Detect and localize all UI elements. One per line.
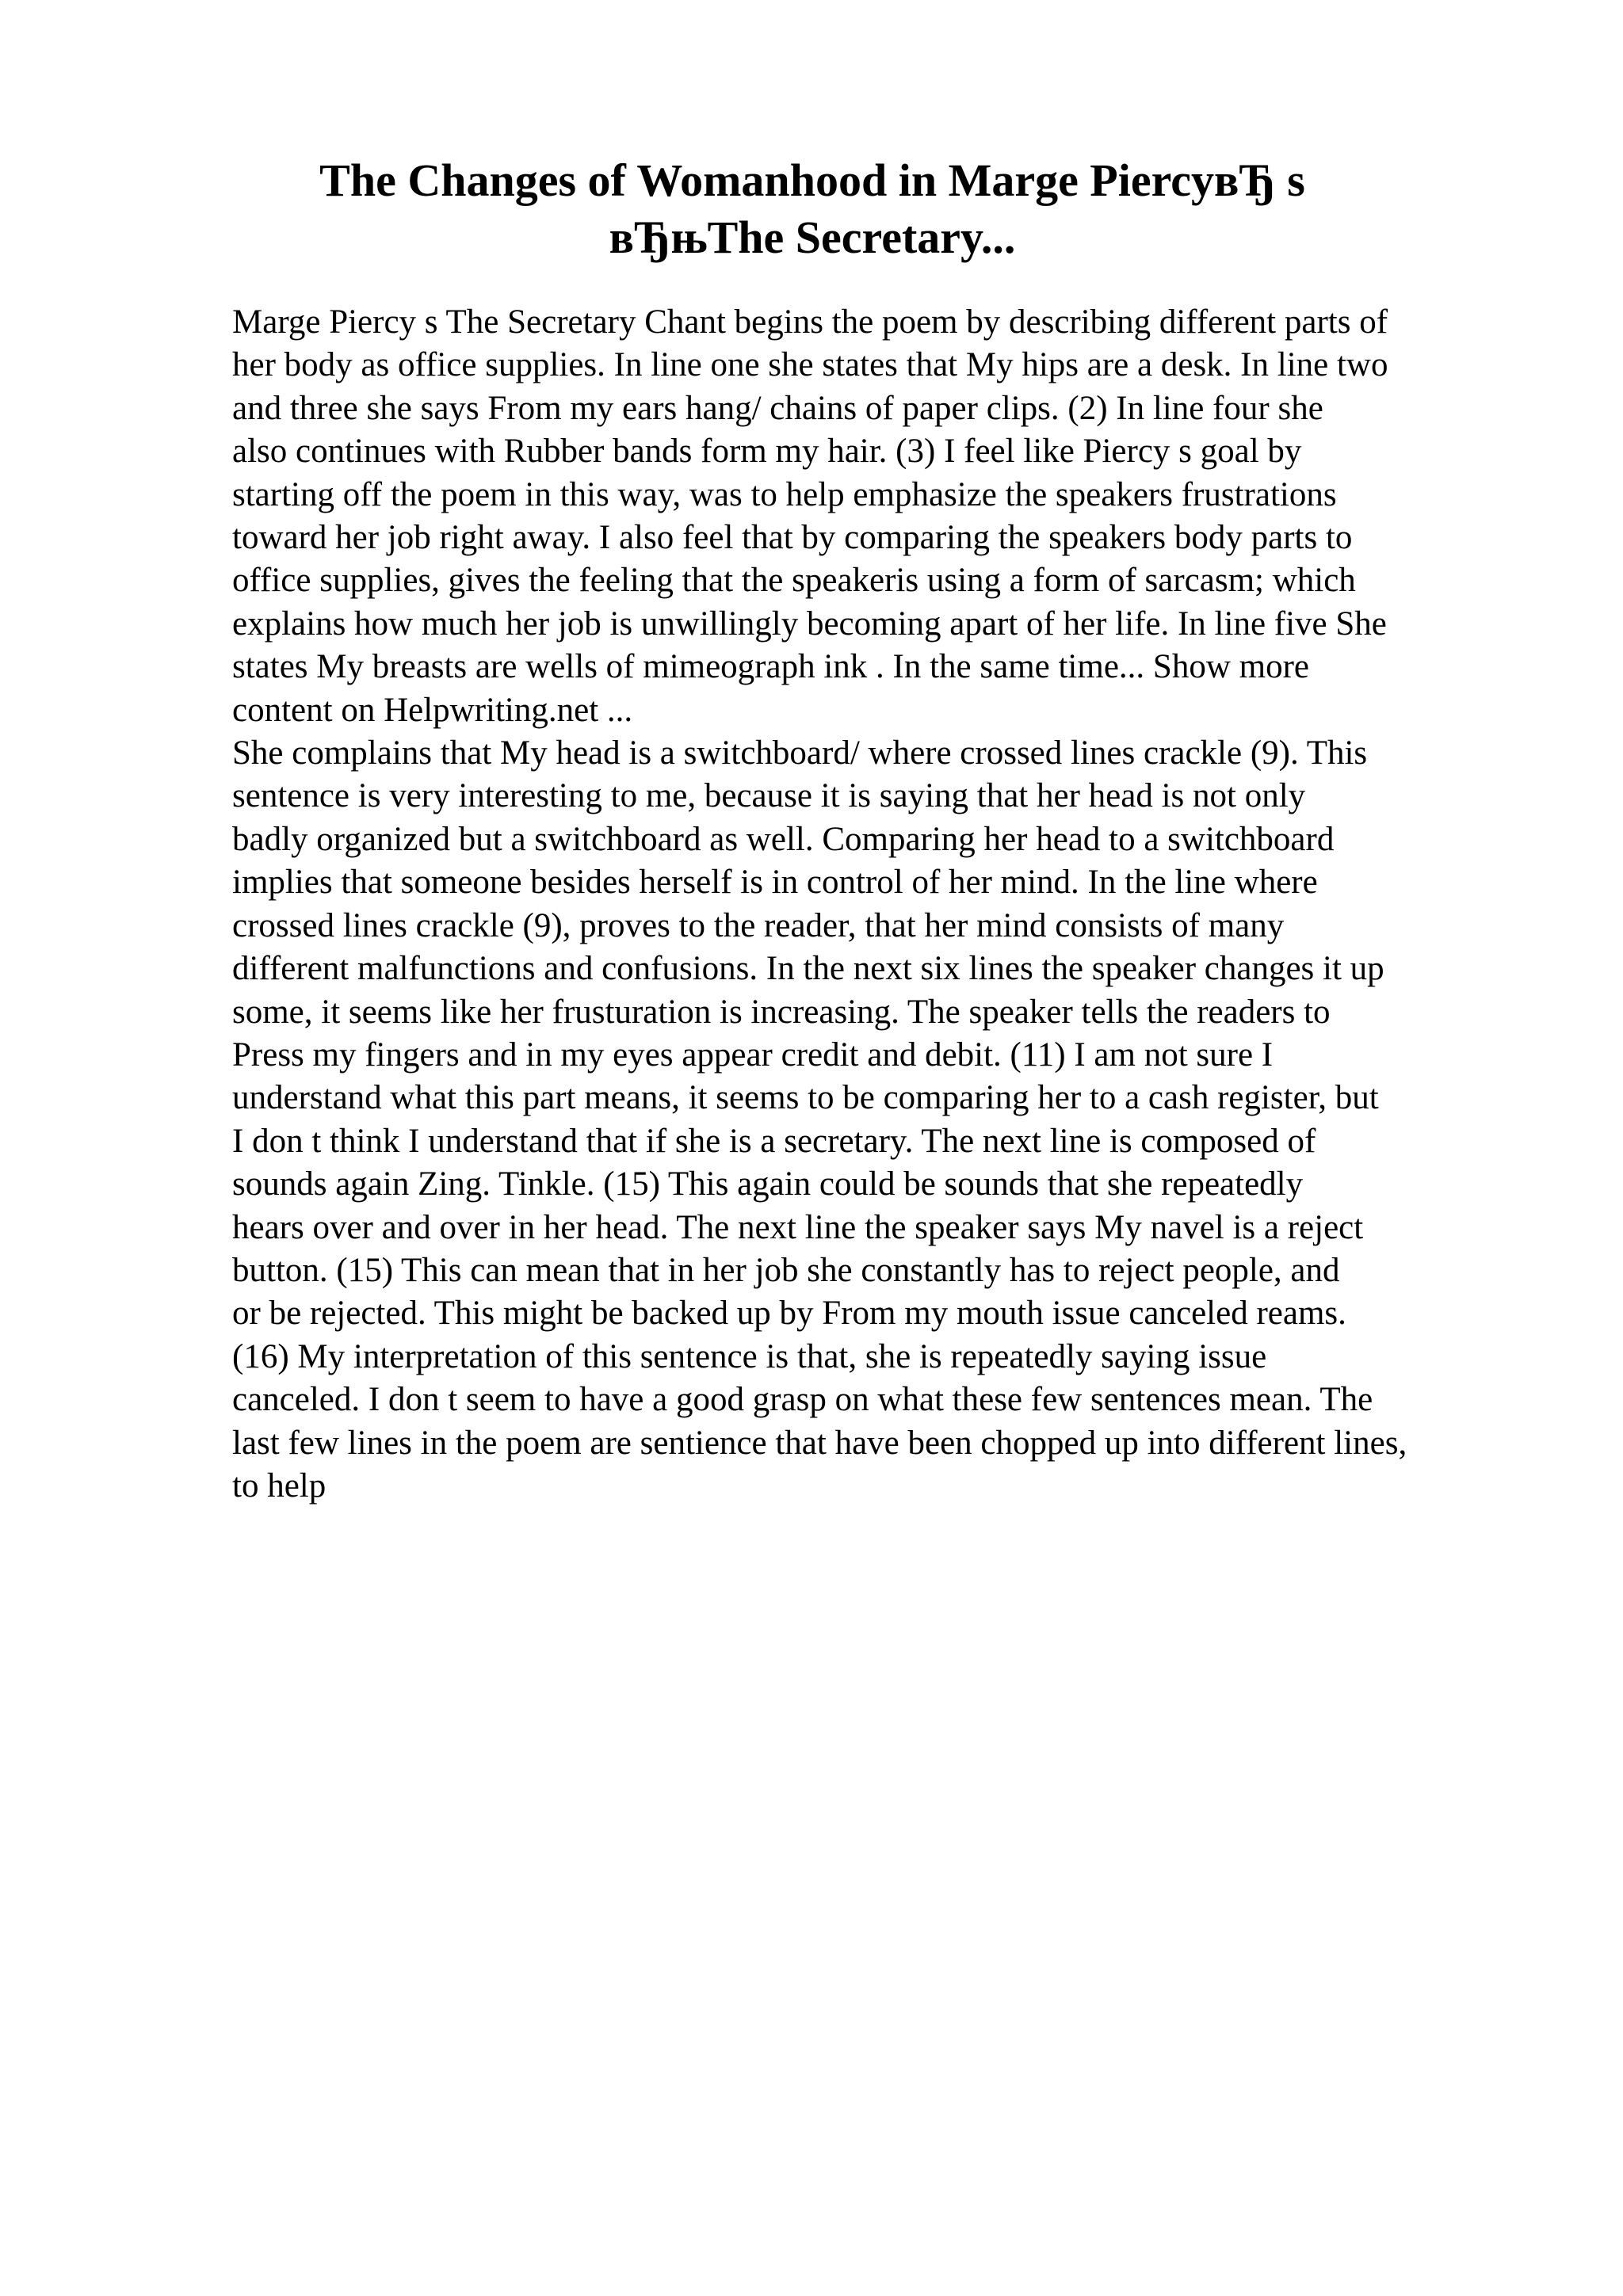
body-line: states My breasts are wells of mimeograph ink . In the same time... Show more — [232, 648, 1309, 686]
body-line: or be rejected. This might be backed up by From my mouth issue canceled reams. — [232, 1295, 1346, 1333]
title-line-2: вЂњThe Secretary... — [609, 212, 1016, 263]
body-line: hears over and over in her head. The next line the speaker says My navel is a reject — [232, 1208, 1364, 1246]
body-line: sentence is very interesting to me, because it is saying that her head is not only — [232, 777, 1306, 815]
body-line: starting off the poem in this way, was to help emphasize the speakers frustrations — [232, 475, 1337, 513]
body-line: Marge Piercy s The Secretary Chant begins the poem by describing different parts of — [232, 303, 1388, 341]
body-line: also continues with Rubber bands form my hair. (3) I feel like Piercy s goal by — [232, 433, 1302, 471]
body-line: She complains that My head is a switchboard/ where crossed lines crackle (9). This — [232, 734, 1368, 772]
body-line: Press my fingers and in my eyes appear credit and debit. (11) I am not sure I — [232, 1035, 1274, 1074]
body-line: content on Helpwriting.net ... — [232, 691, 633, 729]
body-line: last few lines in the poem are sentience that have been chopped up into different lines, — [232, 1424, 1407, 1462]
body-line: canceled. I don t seem to have a good grasp on what these few sentences mean. The — [232, 1381, 1373, 1419]
body-line: (16) My interpretation of this sentence is that, she is repeatedly saying issue — [232, 1337, 1267, 1375]
body-line: to help — [232, 1466, 327, 1505]
body-line: I don t think I understand that if she is a secretary. The next line is composed of — [232, 1122, 1316, 1160]
body-line: different malfunctions and confusions. In the next six lines the speaker changes it up — [232, 950, 1384, 988]
body-line: understand what this part means, it seems to be comparing her to a cash register, but — [232, 1079, 1379, 1117]
body-line: and three she says From my ears hang/ chains of paper clips. (2) In line four she — [232, 389, 1323, 427]
title-line-1: The Changes of Womanhood in Marge PiercyвЂ s — [319, 154, 1305, 206]
body-line: crossed lines crackle (9), proves to the reader, that her mind consists of many — [232, 906, 1285, 944]
body-line: badly organized but a switchboard as well. Comparing her head to a switchboard — [232, 820, 1335, 858]
document-body — [232, 301, 1532, 1508]
body-line: implies that someone besides herself is in control of her mind. In the line where — [232, 864, 1318, 902]
body-line: office supplies, gives the feeling that the speakeris using a form of sarcasm; which — [232, 562, 1356, 600]
body-line: her body as office supplies. In line one she states that My hips are a desk. In line two — [232, 346, 1388, 384]
body-line: toward her job right away. I also feel that by comparing the speakers body parts to — [232, 519, 1353, 557]
body-line: explains how much her job is unwillingly becoming apart of her life. In line five She — [232, 605, 1387, 643]
body-line: some, it seems like her frusturation is increasing. The speaker tells the readers to — [232, 993, 1331, 1031]
document-title — [190, 152, 1434, 266]
body-line: sounds again Zing. Tinkle. (15) This again could be sounds that she repeatedly — [232, 1165, 1304, 1203]
body-line: button. (15) This can mean that in her job she constantly has to reject people, and — [232, 1251, 1340, 1289]
